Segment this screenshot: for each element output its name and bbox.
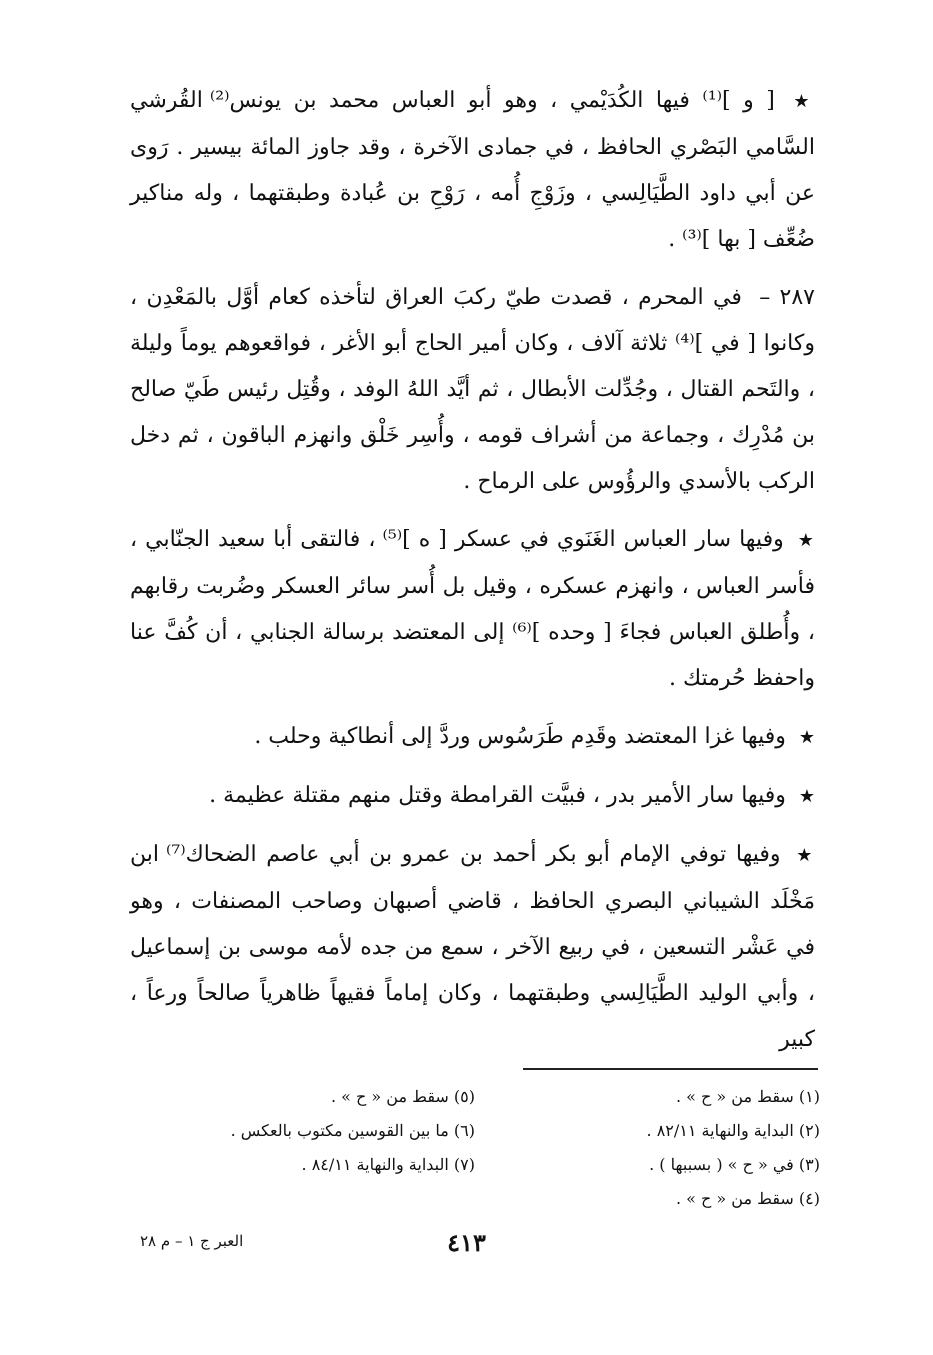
star-icon: ★ <box>793 91 816 112</box>
footnote: (٥) سقط من « ح » . <box>330 1087 475 1106</box>
entry-text: وفيها سار العباس الغَنَوي في عسكر [ ه ]⁽⁵⁾ ، فالتقى أبا سعيد الجنّابي ، فأسر العباس ، وانهزم عسكره ، وقيل بل أُسر سائر العسكر وضُربت رقابهم ، وأُطلق العباس فجاءَ [ وحده ]⁽⁶⁾ إلى المعتضد برسالة الجنابي ، أن كُفَّ عنا واحفظ حُرمتك . <box>130 527 815 691</box>
entry-number: ٢٨٧ – <box>759 285 815 310</box>
footnote: (١) سقط من « ح » . <box>675 1087 820 1106</box>
entry-text: في المحرم ، قصدت طيّ ركبَ العراق لتأخذه كعام أوَّل بالمَعْدِن ، وكانوا [ في ]⁽⁴⁾ ثلاثة آلاف ، وكان أمير الحاج أبو الأغر ، فواقعوهم يوماً وليلة ، والتَحم القتال ، وجُدِّلت الأبطال ، ثم أيَّد اللهُ الوفد ، وقُتِل رئيس طَيّ صالح بن مُدْرِك ، وجماعة من أشراف قومه ، وأُسِر خَلْق وانهزم الباقون ، ثم دخل الركب بالأسدي والرؤُوس على الرماح . <box>130 285 815 494</box>
entry-badr-qaramita <box>130 773 815 820</box>
entry-abu-bakr-ibn-abi-asim <box>130 832 815 1063</box>
star-icon: ★ <box>798 786 815 807</box>
entry-text: وفيها سار الأمير بدر ، فبيَّت القرامطة وقتل منهم مقتلة عظيمة . <box>209 783 786 808</box>
footnote: (٣) في « ح » ( بسببها ) . <box>649 1155 820 1174</box>
entry-text: [ و ]⁽¹⁾ فيها الكُدَيْمي ، وهو أبو العباس محمد بن يونس⁽²⁾ القُرشي السَّامي البَصْري الحافظ ، في جمادى الآخرة ، وقد جاوز المائة بيسير . رَوى عن أبي داود الطَّيَالِسي ، وزَوْجِ أُمه ، رَوْحِ بن عُبادة وطبقتهما ، وله مناكير ضُعِّف [ بها ]⁽³⁾ . <box>130 88 815 252</box>
footnote: (٢) البداية والنهاية ٨٢/١١ . <box>646 1121 820 1140</box>
footnote: (٧) البداية والنهاية ٨٤/١١ . <box>301 1155 475 1174</box>
printer-signature: العبر ج ١ – م ٢٨ <box>140 1232 244 1250</box>
entry-mutadid-tarsus <box>130 714 815 761</box>
entry-kudaymi <box>130 78 815 263</box>
footnotes-right-column <box>475 1080 820 1216</box>
entry-text: وفيها غزا المعتضد وقَدِم طَرَسُوس وردَّ إلى أنطاكية وحلب . <box>254 724 786 749</box>
footnote: (٤) سقط من « ح » . <box>675 1189 820 1208</box>
entry-text: وفيها توفي الإمام أبو بكر أحمد بن عمرو بن أبي عاصم الضحاك⁽⁷⁾ ابن مَخْلَد الشيباني البصري الحافظ ، قاضي أصبهان وصاحب المصنفات ، وهو في عَشْر التسعين ، في ربيع الآخر ، سمع من جده لأمه موسى بن إسماعيل ، وأبي الوليد الطَّيَالِسي وطبقتهما ، وكان إماماً فقيهاً ظاهرياً صالحاً ورعاً ، كبير <box>130 842 815 1052</box>
star-icon: ★ <box>796 845 815 866</box>
entry-287 <box>130 275 815 505</box>
page-number: ٤١٣ <box>447 1228 486 1257</box>
footnotes <box>130 1080 820 1216</box>
footnote: (٦) ما بين القوسين مكتوب بالعكس . <box>230 1121 475 1140</box>
star-icon: ★ <box>797 530 815 551</box>
star-icon: ★ <box>798 727 815 748</box>
footnote-divider <box>523 1068 818 1070</box>
entry-abbas-ghanawi <box>130 517 815 702</box>
main-text <box>130 78 815 1075</box>
footnotes-left-column <box>130 1080 475 1216</box>
